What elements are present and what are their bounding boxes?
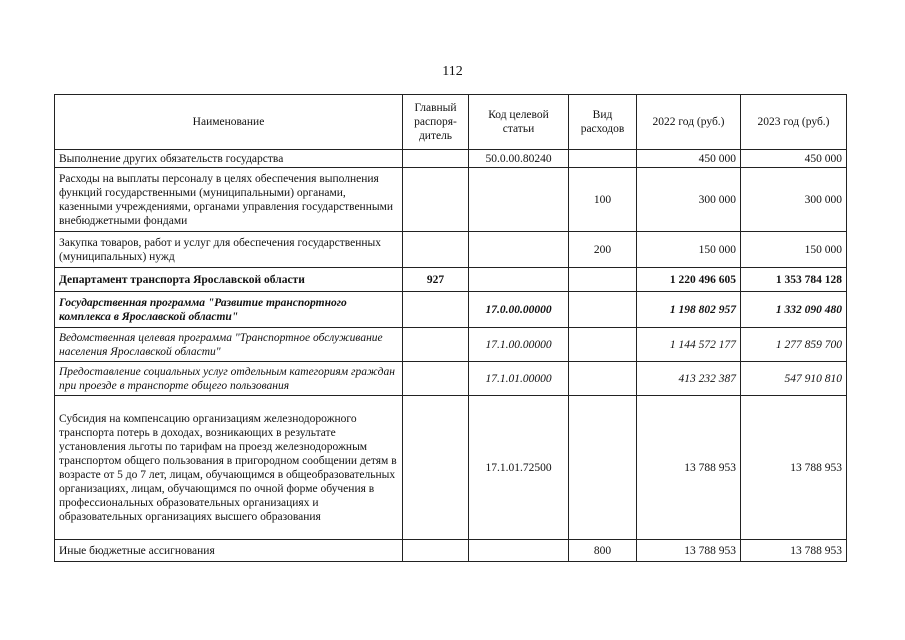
cell-2023: 1 277 859 700: [741, 328, 847, 362]
cell-2022: 150 000: [637, 232, 741, 268]
cell-code: 17.1.00.00000: [469, 328, 569, 362]
table-row: [55, 396, 847, 540]
cell-name: Иные бюджетные ассигнования: [55, 540, 403, 562]
cell-2022: 1 198 802 957: [637, 292, 741, 328]
column-header-2023: 2023 год (руб.): [741, 95, 847, 150]
table-body: [55, 150, 847, 562]
cell-admin: [403, 540, 469, 562]
cell-2023: 1 353 784 128: [741, 268, 847, 292]
cell-admin: [403, 168, 469, 232]
cell-admin: [403, 232, 469, 268]
cell-kind: 800: [569, 540, 637, 562]
cell-code: [469, 540, 569, 562]
cell-2022: 1 144 572 177: [637, 328, 741, 362]
cell-code: 17.0.00.00000: [469, 292, 569, 328]
page-number: 112: [442, 64, 463, 79]
table-row: [55, 232, 847, 268]
cell-code: 17.1.01.00000: [469, 362, 569, 396]
column-header-kind: Вид расходов: [569, 95, 637, 150]
cell-name: Департамент транспорта Ярославской области: [55, 268, 403, 292]
cell-admin: [403, 396, 469, 540]
cell-2022: 13 788 953: [637, 540, 741, 562]
cell-2022: 300 000: [637, 168, 741, 232]
cell-name: Предоставление социальных услуг отдельным категориям граждан при проезде в транспорте общего пользования: [55, 362, 403, 396]
table-row: [55, 168, 847, 232]
column-header-code: Код целевой статьи: [469, 95, 569, 150]
cell-admin: 927: [403, 268, 469, 292]
cell-2023: 150 000: [741, 232, 847, 268]
cell-admin: [403, 328, 469, 362]
cell-2023: 13 788 953: [741, 396, 847, 540]
cell-2022: 413 232 387: [637, 362, 741, 396]
cell-name: Закупка товаров, работ и услуг для обеспечения государственных (муниципальных) нужд: [55, 232, 403, 268]
cell-kind: [569, 292, 637, 328]
cell-2022: 13 788 953: [637, 396, 741, 540]
cell-name: Выполнение других обязательств государства: [55, 150, 403, 168]
cell-2022: 450 000: [637, 150, 741, 168]
cell-code: [469, 168, 569, 232]
cell-code: 50.0.00.80240: [469, 150, 569, 168]
cell-kind: [569, 268, 637, 292]
table-row: [55, 292, 847, 328]
cell-admin: [403, 292, 469, 328]
cell-2023: 450 000: [741, 150, 847, 168]
table-header-row: [55, 95, 847, 150]
column-header-admin: Главный распоря-дитель: [403, 95, 469, 150]
cell-2023: 300 000: [741, 168, 847, 232]
table-row: [55, 328, 847, 362]
budget-table: [54, 94, 847, 562]
cell-kind: [569, 396, 637, 540]
cell-kind: 200: [569, 232, 637, 268]
cell-kind: [569, 362, 637, 396]
table-row: [55, 150, 847, 168]
cell-kind: [569, 328, 637, 362]
cell-admin: [403, 150, 469, 168]
cell-kind: [569, 150, 637, 168]
cell-name: Расходы на выплаты персоналу в целях обеспечения выполнения функций государственными (муниципальными) органами, казенными учреждениями, органами управления государственными внебюджетными фондами: [55, 168, 403, 232]
cell-2023: 1 332 090 480: [741, 292, 847, 328]
cell-kind: 100: [569, 168, 637, 232]
cell-2022: 1 220 496 605: [637, 268, 741, 292]
cell-admin: [403, 362, 469, 396]
cell-name: Субсидия на компенсацию организациям железнодорожного транспорта потерь в доходах, возникающих в результате установления льготы по тарифам на проезд железнодорожным транспортом общего пользования в пригородном сообщении детям в возрасте от 5 до 7 лет, лицам, обучающимся в общеобразовательных организациях, лицам, обучающимся по очной форме обучения в профессиональных образовательных организациях и образовательных организациях высшего образования: [55, 396, 403, 540]
cell-name: Государственная программа "Развитие транспортного комплекса в Ярославской области": [55, 292, 403, 328]
cell-code: [469, 268, 569, 292]
column-header-name: Наименование: [55, 95, 403, 150]
cell-code: 17.1.01.72500: [469, 396, 569, 540]
cell-2023: 13 788 953: [741, 540, 847, 562]
cell-2023: 547 910 810: [741, 362, 847, 396]
table-row: [55, 268, 847, 292]
cell-code: [469, 232, 569, 268]
column-header-2022: 2022 год (руб.): [637, 95, 741, 150]
table-row: [55, 540, 847, 562]
cell-name: Ведомственная целевая программа "Транспортное обслуживание населения Ярославской области": [55, 328, 403, 362]
table-row: [55, 362, 847, 396]
